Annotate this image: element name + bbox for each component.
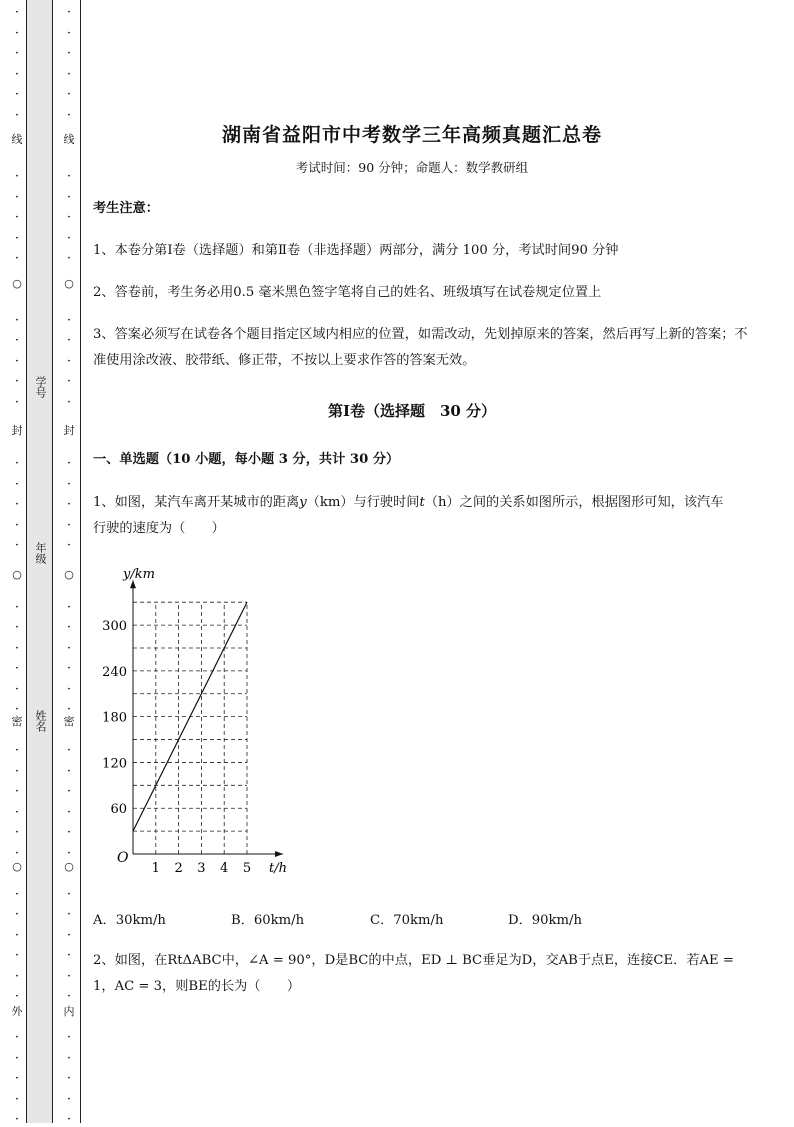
option-d[interactable]: D．90km/h: [508, 913, 582, 928]
margin-dot: ·: [66, 784, 72, 799]
origin-label: O: [117, 850, 129, 866]
margin-dot: ·: [14, 5, 20, 20]
margin-dot: ·: [66, 640, 72, 656]
margin-dot: ·: [14, 476, 20, 492]
margin-dot: ·: [14, 333, 20, 348]
margin-dot: ·: [66, 886, 72, 902]
margin-dot: ·: [14, 907, 20, 922]
margin-dot: ·: [14, 66, 20, 82]
y-tick-label: 300: [102, 619, 127, 635]
y-tick-label: 240: [102, 664, 127, 680]
notice-item-1: 1、本卷分第Ⅰ卷（选择题）和第Ⅱ卷（非选择题）两部分，满分 100 分，考试时间90 分钟: [93, 243, 619, 258]
margin-dot: ·: [14, 1091, 20, 1107]
margin-dot: ·: [14, 681, 20, 697]
notice-heading: 考生注意：: [93, 201, 159, 216]
margin-dot: ·: [66, 948, 72, 963]
margin-dot: ·: [14, 312, 20, 328]
q1-text-a: 1、如图，某汽车离开某城市的距离: [93, 495, 300, 510]
margin-dot: ·: [14, 374, 20, 389]
margin-dot: ·: [14, 661, 20, 676]
y-tick-label: 60: [110, 802, 127, 818]
margin-dot: ·: [14, 1030, 20, 1045]
margin-dot: ·: [14, 169, 20, 184]
option-a[interactable]: A．30km/h: [93, 913, 166, 928]
margin-dot: ·: [14, 1112, 20, 1127]
margin-dot: ·: [66, 87, 72, 102]
margin-dot: ·: [66, 169, 72, 184]
x-axis-arrow: [275, 851, 283, 857]
seal-label: 密: [11, 715, 23, 728]
margin-dot: ·: [14, 394, 20, 410]
margin-dot: ·: [66, 107, 72, 123]
name-field-label: 姓名: [34, 710, 47, 732]
margin-dot: ·: [66, 927, 72, 943]
seal-label: 密: [63, 715, 75, 728]
margin-dot: ·: [14, 517, 20, 533]
seal-label: 内: [63, 1005, 75, 1018]
margin-dot: ·: [66, 1071, 72, 1086]
margin-dot: ·: [14, 87, 20, 102]
grade-field-label: 年级: [34, 542, 47, 564]
margin-dot: ·: [14, 948, 20, 963]
margin-dot: ·: [14, 804, 20, 820]
margin-dot: ·: [14, 927, 20, 943]
part-heading: 一、单选题（10 小题，每小题 3 分，共计 30 分）: [93, 452, 400, 467]
margin-dot: ·: [14, 251, 20, 266]
margin-dot: ·: [66, 230, 72, 246]
margin-dot: ·: [66, 66, 72, 82]
x-tick-label: 5: [242, 861, 252, 876]
seal-label: 线: [11, 133, 23, 146]
margin-dot: ·: [14, 538, 20, 553]
q1-text-b: （km）与行驶时间: [306, 495, 420, 510]
q1-text-c: （h）之间的关系如图所示，根据图形可知，该汽车行驶的速度为（ ）: [93, 495, 724, 536]
margin-dot: ·: [66, 1030, 72, 1045]
seal-label: ○: [64, 860, 74, 873]
margin-dot: ·: [66, 1112, 72, 1127]
margin-dot: ·: [66, 661, 72, 676]
margin-dot: ·: [66, 681, 72, 697]
seal-label: ○: [12, 277, 22, 290]
margin-dot: ·: [14, 640, 20, 656]
margin-dot: ·: [14, 968, 20, 984]
question-2-text: 2、如图，在RtΔABC中，∠A = 90°，D是BC的中点，ED ⊥ BC垂足为D，交AB于点E，连接CE．若AE = 1，AC = 3，则BE的长为（ ）: [93, 953, 734, 994]
margin-dot: ·: [66, 497, 72, 512]
margin-dot: ·: [14, 46, 20, 61]
y-tick-label: 120: [102, 756, 127, 772]
x-tick-label: 1: [151, 861, 160, 876]
margin-dot: ·: [66, 394, 72, 410]
x-tick-label: 2: [174, 861, 183, 876]
notice-item-3: 3、答案必须写在试卷各个题目指定区域内相应的位置，如需改动，先划掉原来的答案，然后再写上新的答案；不准使用涂改液、胶带纸、修正带，不按以上要求作答的答案无效。: [93, 327, 748, 368]
margin-dot: ·: [66, 353, 72, 369]
seal-label: 外: [11, 1005, 23, 1018]
margin-dot: ·: [66, 538, 72, 553]
exam-subtitle: 考试时间：90 分钟；命题人：数学教研组: [295, 160, 529, 175]
margin-dot: ·: [66, 989, 72, 1004]
margin-dot: ·: [14, 189, 20, 205]
section-title: 第Ⅰ卷（选择题 30 分）: [327, 402, 497, 420]
margin-dot: ·: [66, 251, 72, 266]
margin-dot: ·: [66, 825, 72, 840]
margin-dot: ·: [14, 1050, 20, 1066]
margin-dot: ·: [14, 210, 20, 225]
margin-dot: ·: [66, 312, 72, 328]
margin-dot: ·: [66, 210, 72, 225]
y-axis-label: y/km: [123, 567, 155, 583]
q1-var-t: t: [419, 495, 425, 510]
margin-dot: ·: [66, 743, 72, 758]
margin-dot: ·: [14, 825, 20, 840]
margin-dot: ·: [14, 845, 20, 861]
margin-dot: ·: [14, 25, 20, 41]
option-b[interactable]: B．60km/h: [231, 913, 305, 928]
y-tick-label: 180: [102, 710, 127, 726]
margin-dot: ·: [66, 907, 72, 922]
distance-time-chart: [95, 562, 305, 882]
margin-dot: ·: [66, 1050, 72, 1066]
margin-line: [80, 0, 81, 1123]
margin-dot: ·: [14, 886, 20, 902]
margin-dot: ·: [14, 763, 20, 779]
margin-dot: ·: [14, 456, 20, 471]
x-tick-label: 3: [197, 861, 206, 876]
seal-label: 封: [11, 424, 23, 437]
margin-dot: ·: [66, 25, 72, 41]
margin-dot: ·: [14, 497, 20, 512]
x-axis-label: t/h: [269, 861, 287, 876]
margin-dot: ·: [14, 1071, 20, 1086]
margin-dot: ·: [14, 107, 20, 123]
option-c[interactable]: C．70km/h: [370, 913, 444, 928]
margin-dot: ·: [14, 784, 20, 799]
margin-dot: ·: [14, 620, 20, 635]
seal-label: ○: [12, 568, 22, 581]
margin-dot: ·: [66, 620, 72, 635]
seal-label: 封: [63, 424, 75, 437]
exam-title: 湖南省益阳市中考数学三年高频真题汇总卷: [221, 124, 602, 146]
margin-dot: ·: [66, 845, 72, 861]
seal-label: 线: [63, 133, 75, 146]
margin-dot: ·: [66, 189, 72, 205]
margin-dot: ·: [66, 968, 72, 984]
margin-dot: ·: [14, 989, 20, 1004]
margin-dot: ·: [66, 599, 72, 615]
seal-label: ○: [12, 860, 22, 873]
margin-dot: ·: [66, 763, 72, 779]
margin-dot: ·: [66, 456, 72, 471]
margin-dot: ·: [66, 702, 72, 717]
seal-label: ○: [64, 568, 74, 581]
margin-dot: ·: [66, 517, 72, 533]
margin-dot: ·: [66, 333, 72, 348]
margin-dot: ·: [14, 702, 20, 717]
question-1-text: [93, 490, 733, 542]
margin-dot: ·: [14, 353, 20, 369]
margin-dot: ·: [66, 374, 72, 389]
notice-item-2: 2、答卷前，考生务必用0.5 毫米黑色签字笔将自己的姓名、班级填写在试卷规定位置上: [93, 285, 602, 300]
margin-dot: ·: [66, 476, 72, 492]
margin-dot: ·: [14, 743, 20, 758]
margin-dot: ·: [14, 230, 20, 246]
margin-dot: ·: [66, 804, 72, 820]
student-id-field-label: 学号: [34, 376, 47, 398]
margin-dot: ·: [66, 46, 72, 61]
seal-label: ○: [64, 277, 74, 290]
margin-dot: ·: [66, 1091, 72, 1107]
x-tick-label: 4: [220, 861, 229, 876]
margin-dot: ·: [66, 5, 72, 20]
margin-dot: ·: [14, 599, 20, 615]
q1-var-y: y: [299, 495, 307, 510]
